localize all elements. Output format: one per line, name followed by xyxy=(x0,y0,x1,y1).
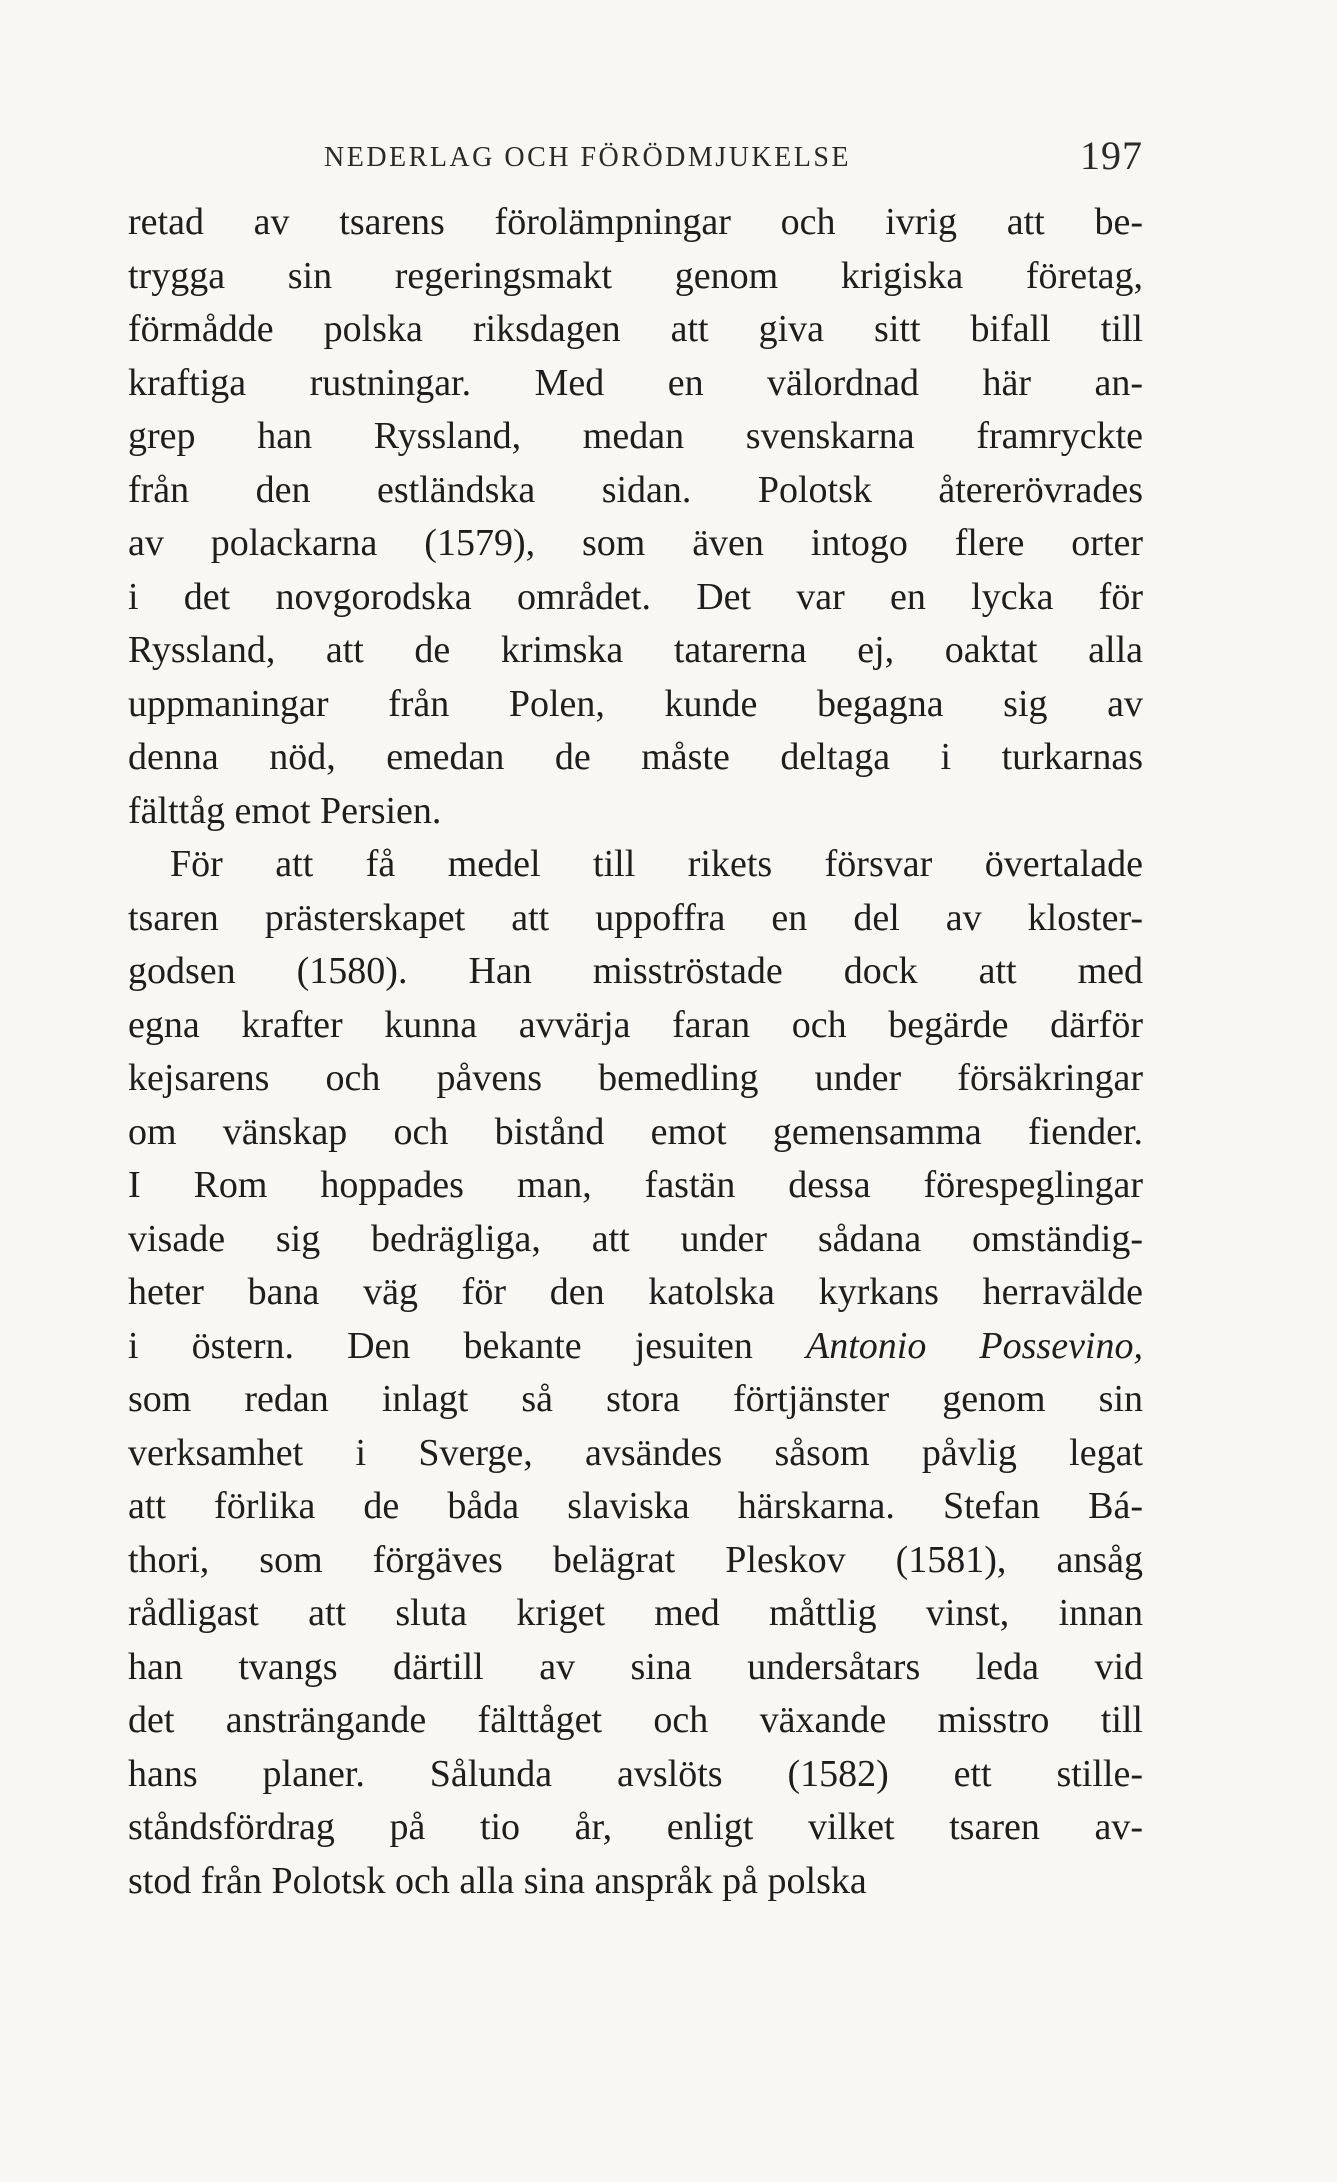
text-line xyxy=(128,1320,1143,1374)
text-line: från den estländska sidan. Polotsk återerövrades xyxy=(128,468,1143,511)
italic-name: Antonio Possevino, xyxy=(806,1324,1143,1367)
text-line: stod från Polotsk och alla sina anspråk på polska xyxy=(128,1859,867,1902)
text-line: heter bana väg för den katolska kyrkans herravälde xyxy=(128,1271,1143,1313)
text-line: Ryssland, att de krimska tatarerna ej, oaktat alla xyxy=(128,629,1143,671)
text-line: trygga sin regeringsmakt genom krigiska företag, xyxy=(128,254,1143,297)
text-line: hans planer. Sålunda avslöts (1582) ett stille- xyxy=(128,1752,1143,1795)
text-line: fälttåg emot Persien. xyxy=(128,789,442,832)
text-line: uppmaningar från Polen, kunde begagna sig av xyxy=(128,682,1143,725)
body-text xyxy=(128,196,1143,1908)
text-line: visade sig bedrägliga, att under sådana omständig- xyxy=(128,1217,1143,1260)
text-line: av polackarna (1579), som även intogo flere orter xyxy=(128,522,1143,564)
text-line: För att få medel till rikets försvar övertalade xyxy=(170,843,1143,885)
text-line: kraftiga rustningar. Med en välordnad här an- xyxy=(128,361,1143,404)
text-line: det ansträngande fälttåget och växande misstro till xyxy=(128,1699,1143,1741)
text-line: om vänskap och bistånd emot gemensamma fiender. xyxy=(128,1110,1143,1153)
text-line: i det novgorodska området. Det var en lycka för xyxy=(128,575,1143,618)
text-line: grep han Ryssland, medan svenskarna framryckte xyxy=(128,415,1143,457)
text-line: godsen (1580). Han misströstade dock att med xyxy=(128,950,1143,992)
text-line: I Rom hoppades man, fastän dessa förespeglingar xyxy=(128,1164,1143,1206)
text-line: att förlika de båda slaviska härskarna. Stefan Bá- xyxy=(128,1485,1143,1527)
text-line: han tvangs därtill av sina undersåtars leda vid xyxy=(128,1645,1143,1688)
text-line: egna krafter kunna avvärja faran och begärde därför xyxy=(128,1003,1143,1046)
text-line: ståndsfördrag på tio år, enligt vilket tsaren av- xyxy=(128,1806,1143,1848)
text-line: förmådde polska riksdagen att giva sitt bifall till xyxy=(128,308,1143,350)
running-title: NEDERLAG OCH FÖRÖDMJUKELSE xyxy=(324,142,852,173)
text-line: retad av tsarens förolämpningar och ivrig att be- xyxy=(128,201,1143,243)
text-line: denna nöd, emedan de måste deltaga i turkarnas xyxy=(128,736,1143,778)
page-number: 197 xyxy=(1080,133,1143,178)
text-line: tsaren prästerskapet att uppoffra en del av kloster- xyxy=(128,896,1143,939)
text-line: rådligast att sluta kriget med måttlig vinst, innan xyxy=(128,1592,1143,1634)
text-line: kejsarens och påvens bemedling under försäkringar xyxy=(128,1057,1143,1099)
text-line: thori, som förgäves belägrat Pleskov (1581), ansåg xyxy=(128,1538,1143,1581)
text-line: som redan inlagt så stora förtjänster genom sin xyxy=(128,1378,1143,1420)
text-line: verksamhet i Sverge, avsändes såsom påvlig legat xyxy=(128,1431,1143,1474)
page-header xyxy=(128,133,1143,178)
text-segment: i östern. Den bekante jesuiten xyxy=(128,1324,806,1367)
